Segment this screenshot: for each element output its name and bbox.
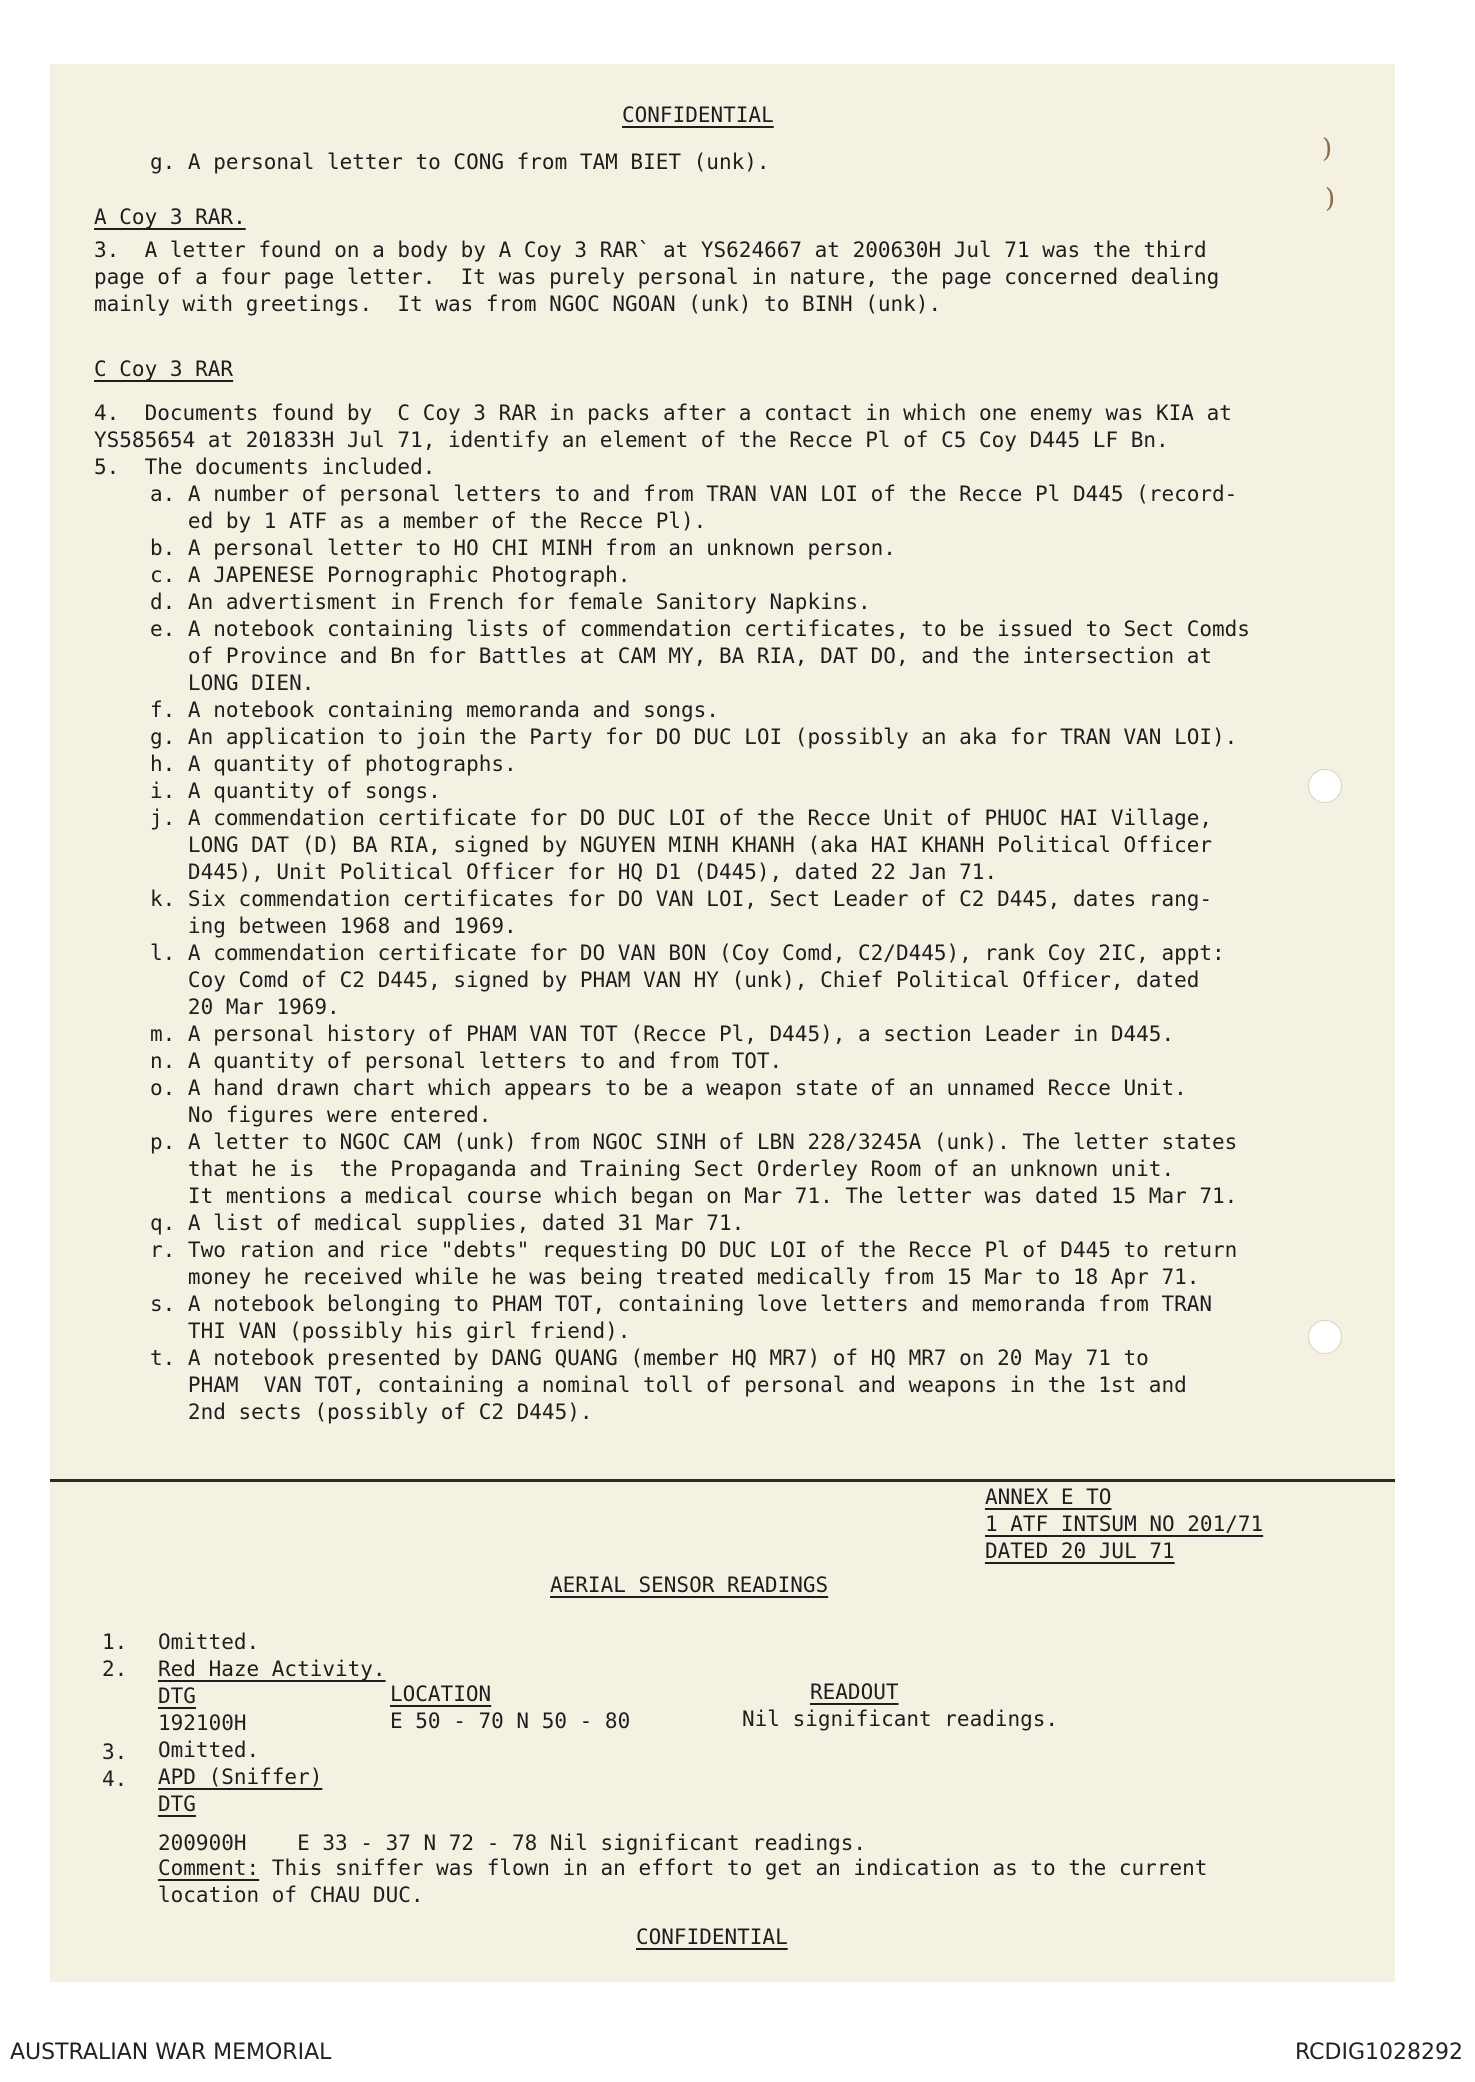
sensor-title: AERIAL SENSOR READINGS [550,1573,829,1597]
list-item: 2nd sects (possibly of C2 D445). [150,1400,593,1424]
list-item: k. Six commendation certificates for DO VAN LOI, Sect Leader of C2 D445, dates rang- [150,887,1213,911]
comment-line [158,1855,1207,1882]
list-item: 20 Mar 1969. [150,995,340,1019]
para-4-line-2: YS585654 at 201833H Jul 71, identify an element of the Recce Pl of C5 Coy D445 LF Bn. [94,428,1169,452]
col-readout: READOUT [810,1680,899,1704]
footer-confidential: CONFIDENTIAL [636,1925,788,1949]
list-item: e. A notebook containing lists of commendation certificates, to be issued to Sect Comds [150,617,1250,641]
list-item: r. Two ration and rice "debts" requesting DO DUC LOI of the Recce Pl of D445 to return [150,1238,1238,1262]
list-item: t. A notebook presented by DANG QUANG (member HQ MR7) of HQ MR7 on 20 May 71 to [150,1346,1149,1370]
list-item: a. A number of personal letters to and from TRAN VAN LOI of the Recce Pl D445 (record- [150,482,1238,506]
list-item: that he is the Propaganda and Training Sect Orderley Room of an unknown unit. [150,1157,1175,1181]
list-item: q. A list of medical supplies, dated 31 Mar 71. [150,1211,745,1235]
list-item: LONG DAT (D) BA RIA, signed by NGUYEN MINH KHANH (aka HAI KHANH Political Officer [150,833,1213,857]
item-number-1: 1. [102,1630,128,1654]
apd-reading: 200900H E 33 - 37 N 72 - 78 Nil significant readings. [158,1831,867,1855]
list-item: o. A hand drawn chart which appears to be a weapon state of an unnamed Recce Unit. [150,1076,1187,1100]
annex-line-2: 1 ATF INTSUM NO 201/71 [985,1512,1264,1536]
list-item: s. A notebook belonging to PHAM TOT, containing love letters and memoranda from TRAN [150,1292,1213,1316]
list-item: ing between 1968 and 1969. [150,914,517,938]
list-item: d. An advertisment in French for female Sanitory Napkins. [150,590,871,614]
row-readout: Nil significant readings. [742,1707,1059,1731]
comment-line-2: location of CHAU DUC. [158,1883,424,1907]
section-divider [50,1479,1395,1482]
apd-heading: APD (Sniffer) [158,1765,323,1789]
list-item: m. A personal history of PHAM VAN TOT (Recce Pl, D445), a section Leader in D445. [150,1022,1175,1046]
a-coy-heading: A Coy 3 RAR. [94,205,246,229]
list-item: It mentions a medical course which began on Mar 71. The letter was dated 15 Mar 71. [150,1184,1238,1208]
list-item: of Province and Bn for Battles at CAM MY, BA RIA, DAT DO, and the intersection at [150,644,1213,668]
list-item: PHAM VAN TOT, containing a nominal toll of personal and weapons in the 1st and [150,1373,1187,1397]
comment-label: Comment: [158,1856,260,1880]
para-5-line: 5. The documents included. [94,455,436,479]
document-page [50,64,1395,1982]
omitted-3: Omitted. [158,1738,260,1762]
comment-text: This sniffer was flown in an effort to get an indication as to the current [259,1856,1208,1880]
list-item: LONG DIEN. [150,671,315,695]
list-item: l. A commendation certificate for DO VAN BON (Coy Comd, C2/D445), rank Coy 2IC, appt: [150,941,1225,965]
list-item: money he received while he was being treated medically from 15 Mar to 18 Apr 71. [150,1265,1200,1289]
list-item: j. A commendation certificate for DO DUC LOI of the Recce Unit of PHUOC HAI Village, [150,806,1213,830]
omitted-1: Omitted. [158,1630,260,1654]
list-item: c. A JAPENESE Pornographic Photograph. [150,563,631,587]
item-number-2: 2. [102,1657,128,1681]
annex-line-1: ANNEX E TO [985,1485,1112,1509]
item-g-prev: g. A personal letter to CONG from TAM BIET (unk). [150,150,770,174]
list-item: b. A personal letter to HO CHI MINH from an unknown person. [150,536,896,560]
item-number-4: 4. [102,1767,128,1791]
punch-hole-top [1308,769,1342,803]
row-location: E 50 - 70 N 50 - 80 [390,1709,631,1733]
header-confidential: CONFIDENTIAL [622,103,774,127]
apd-dtg: DTG [158,1792,196,1816]
annex-line-3: DATED 20 JUL 71 [985,1539,1175,1563]
col-location: LOCATION [390,1682,492,1706]
list-item: D445), Unit Political Officer for HQ D1 (D445), dated 22 Jan 71. [150,860,998,884]
para-3-line-3: mainly with greetings. It was from NGOC NGOAN (unk) to BINH (unk). [94,292,942,316]
item-number-3: 3. [102,1740,128,1764]
credit-left: AUSTRALIAN WAR MEMORIAL [10,2040,332,2065]
para-4-line-1: 4. Documents found by C Coy 3 RAR in packs after a contact in which one enemy was KIA at [94,401,1232,425]
list-item: Coy Comd of C2 D445, signed by PHAM VAN HY (unk), Chief Political Officer, dated [150,968,1200,992]
col-dtg: DTG [158,1684,196,1708]
red-haze-heading: Red Haze Activity. [158,1657,386,1681]
credit-right: RCDIG1028292 [1294,2040,1463,2065]
punch-hole-bottom [1308,1320,1342,1354]
list-item: i. A quantity of songs. [150,779,441,803]
para-3-line-1: 3. A letter found on a body by A Coy 3 RAR` at YS624667 at 200630H Jul 71 was the third [94,238,1207,262]
para-3-line-2: page of a four page letter. It was purely personal in nature, the page concerned dealing [94,265,1220,289]
list-item: f. A notebook containing memoranda and songs. [150,698,719,722]
list-item: ed by 1 ATF as a member of the Recce Pl). [150,509,707,533]
margin-bracket-mark: ) [1322,134,1333,164]
list-item: No figures were entered. [150,1103,492,1127]
c-coy-heading: C Coy 3 RAR [94,357,234,381]
list-item: g. An application to join the Party for DO DUC LOI (possibly an aka for TRAN VAN LOI). [150,725,1238,749]
row-dtg: 192100H [158,1711,247,1735]
list-item: n. A quantity of personal letters to and from TOT. [150,1049,783,1073]
margin-bracket-mark-2: ) [1325,184,1336,214]
list-item: h. A quantity of photographs. [150,752,517,776]
list-item: p. A letter to NGOC CAM (unk) from NGOC SINH of LBN 228/3245A (unk). The letter states [150,1130,1238,1154]
list-item: THI VAN (possibly his girl friend). [150,1319,631,1343]
